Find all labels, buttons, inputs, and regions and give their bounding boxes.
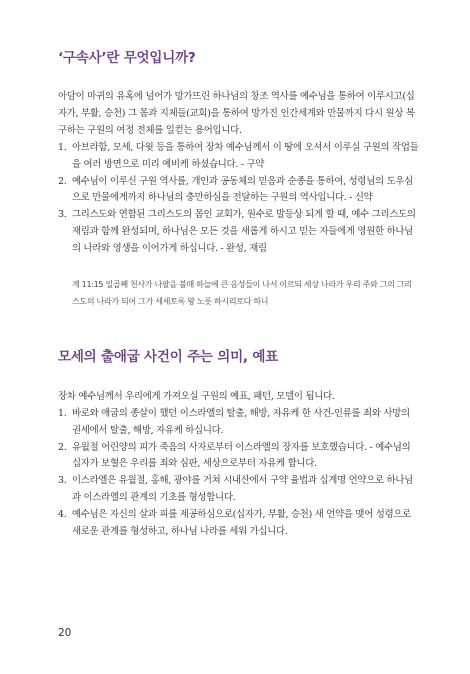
list-item-number: 2. — [58, 175, 67, 187]
list-item-number: 4. — [58, 508, 67, 520]
list-item-number: 3. — [58, 209, 67, 221]
list-item — [58, 406, 420, 440]
section1-heading: ‘구속사’란 무엇입니까? — [58, 50, 196, 66]
scripture-quote: 계 11:15 일곱째 천사가 나팔을 불매 하늘에 큰 음성들이 나서 이르되 세상 나라가 우리 주와 그의 그리스도의 나라가 되어 그가 세세토록 왕 노릇 하시리로다 하니 — [72, 280, 412, 306]
list-item-text: 바로와 애굽의 종살이 했던 이스라엘의 탈출, 해방, 자유케 한 사건-인류를 죄와 사망의 권세에서 탈출, 해방, 자유케 하십니다. — [72, 408, 410, 436]
list-item-number: 2. — [58, 441, 67, 453]
list-item-text: 예수님이 이루신 구원 역사를, 개인과 공동체의 믿음과 순종을 통하여, 성령님의 도우심으로 만물에게까지 하나님의 충만하심을 전달하는 구원의 역사입니다. - 신약 — [72, 175, 413, 204]
list-item — [58, 140, 420, 174]
section2-list — [58, 406, 420, 540]
list-item-number: 1. — [58, 142, 67, 153]
section1-intro: 아담이 마귀의 유혹에 넘어가 망가뜨린 하나님의 창조 역사를 예수님을 통하여 이루시고(십자가, 부활, 승천) 그 몸과 지체들(교회)을 통하여 망가진 인간세계와 만물까지 다시 원상 복구하는 구원의 여정 전체를 일컫는 용어입니다. — [58, 91, 415, 136]
list-item — [58, 174, 420, 208]
section2-heading: 모세의 출애굽 사건이 주는 의미, 예표 — [58, 349, 279, 365]
page-number: 20 — [58, 627, 72, 639]
list-item-text: 그리스도와 연합된 그리스도의 몸인 교회가, 원수로 발등상 되게 할 때, 예수 그리스도의 재림과 함께 완성되며, 하나님은 모든 것을 새롭게 하시고 믿는 자들에게 영원한 하나님의 나라와 영생을 이어가게 하십니다. - 완성, 재림 — [72, 209, 416, 254]
list-item-text: 예수님은 자신의 살과 피를 제공하심으로(십자가, 부활, 승천) 새 언약을 맺어 성령으로 새로운 관계를 형성하고, 하나님 나라를 세워 가십니다. — [72, 508, 411, 537]
section1-list — [58, 140, 420, 258]
list-item-text: 유월절 어린양의 피가 죽음의 사자로부터 이스라엘의 장자를 보호했습니다. - 예수님의 십자가 보혈은 우리를 죄와 심판, 세상으로부터 자유케 합니다. — [72, 441, 411, 470]
list-item-text: 아브라함, 모세, 다윗 등을 통하여 장차 예수님께서 이 땅에 오셔서 이루실 구원의 작업들을 여러 방면으로 미리 예비케 하셨습니다. - 구약 — [72, 142, 419, 170]
list-item-number: 1. — [58, 408, 67, 419]
list-item-text: 이스라엘은 유월절, 홍해, 광야를 거쳐 시내산에서 구약 율법과 십계명 언약으로 하나님과 이스라엘의 관계의 기초를 형성합니다. — [72, 475, 413, 503]
list-item-number: 3. — [58, 475, 67, 487]
list-item — [58, 507, 420, 541]
list-item — [58, 207, 420, 257]
list-item — [58, 440, 420, 474]
section2-intro: 장차 예수님께서 우리에게 가져오실 구원의 예표, 패턴, 모델이 됩니다. — [58, 391, 335, 402]
list-item — [58, 473, 420, 507]
